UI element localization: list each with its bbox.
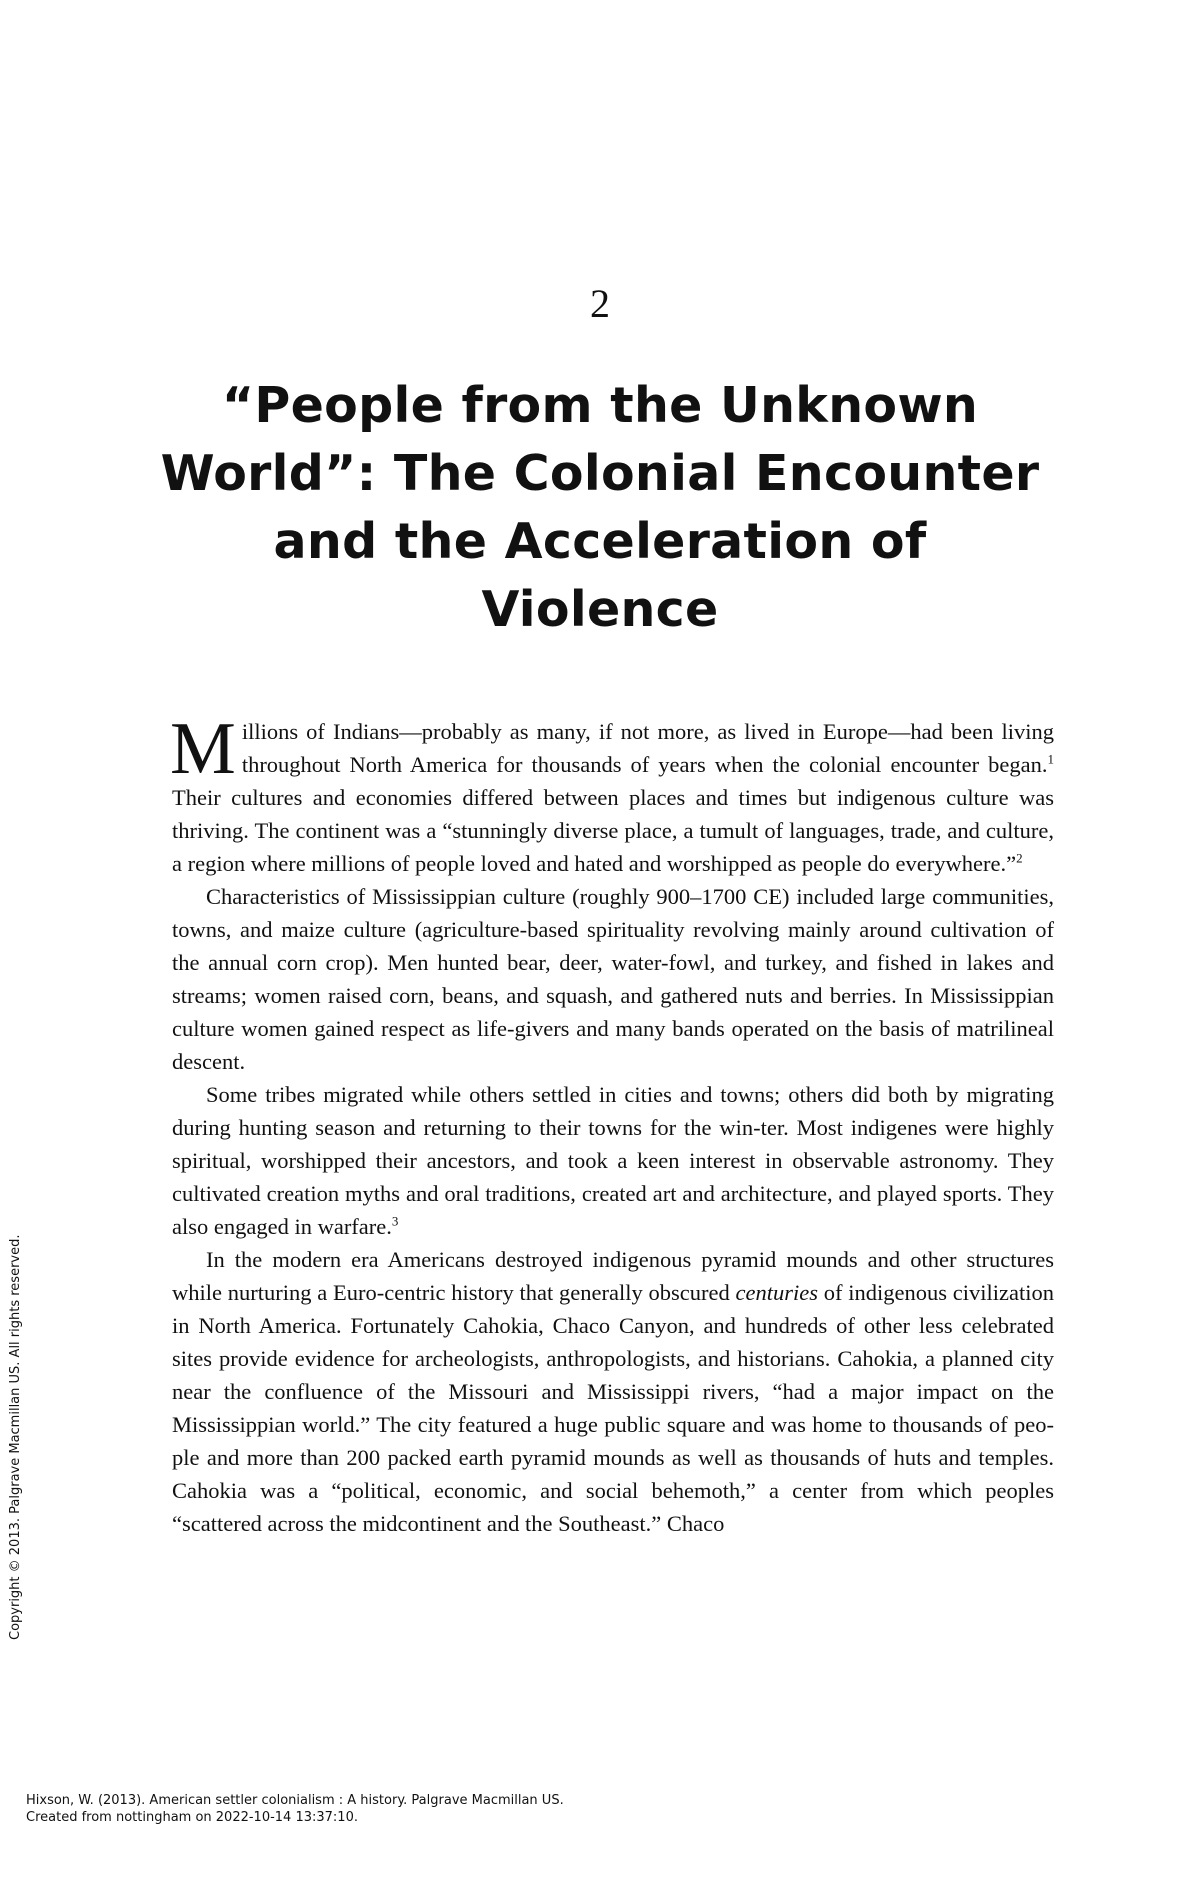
paragraph-2: Characteristics of Mississippian culture (roughly 900–1700 CE) included large communities, towns, and maize culture (agriculture-based spirituality revolving mainly around cultivation of the annual corn crop). Men hunted bear, deer, water-fowl, and turkey, and fished in lakes and streams; women raised corn, beans, and squash, and gathered nuts and berries. In Mississippian culture women gained respect as life-givers and many bands operated on the basis of matrilineal descent. bbox=[172, 884, 1054, 1074]
citation-line: Hixson, W. (2013). American settler colonialism : A history. Palgrave Macmillan US. bbox=[26, 1793, 564, 1808]
paragraph-3-text: Some tribes migrated while others settled in cities and towns; others did both by migrating during hunting season and returning to their towns for the win-ter. Most indigenes were highly spiritual, worshipped their ancestors, and took a keen interest in observable astronomy. They cultivated creation myths and oral traditions, created art and architecture, and played sports. They also engaged in warfare. bbox=[172, 1082, 1054, 1239]
paragraph-3 bbox=[172, 1078, 1054, 1243]
drop-cap: M bbox=[170, 708, 236, 790]
paragraph-1-text-b: Their cultures and economies differed between places and times but indigenous culture was thriving. The continent was a “stunningly diverse place, a tumult of languages, trade, and culture, a region where millions of people loved and hated and worshipped as people do everywhere.” bbox=[172, 785, 1054, 876]
chapter-body bbox=[170, 708, 1054, 1540]
created-line: Created from nottingham on 2022-10-14 13:37:10. bbox=[26, 1810, 358, 1825]
paragraph-1-text-a: illions of Indians—probably as many, if not more, as lived in Europe—had been living throughout North America for thousands of years when the colonial encounter began. bbox=[241, 719, 1054, 777]
paragraph-4-text-b: of indigenous civilization in North America. Fortunately Cahokia, Chaco Canyon, and hundreds of other less celebrated sites provide evidence for archeologists, anthropologists, and historians. Cahokia, a planned city near the confluence of the Missouri and Mississippi rivers, “had a major impact on the Mississippian world.” The city featured a huge public square and was home to thousands of peo-ple and more than 200 packed earth pyramid mounds as well as thousands of huts and temples. Cahokia was a “political, economic, and social behemoth,” a center from which peoples “scattered across the midcontinent and the Southeast.” Chaco bbox=[172, 1280, 1054, 1536]
chapter-title bbox=[150, 372, 1050, 644]
copyright-notice: Copyright © 2013. Palgrave Macmillan US. All rights reserved. bbox=[8, 1234, 23, 1640]
paragraph-4-text-a: In the modern era Americans destroyed indigenous pyramid mounds and other structures while nurturing a Euro-centric history that generally obscured bbox=[172, 1247, 1054, 1305]
chapter-title-line-3: and the Acceleration of Violence bbox=[273, 513, 927, 638]
chapter-title-line-1: “People from the Unknown bbox=[221, 377, 979, 434]
footnote-marker-2: 2 bbox=[1016, 850, 1023, 866]
paragraph-4 bbox=[172, 1243, 1054, 1540]
citation-footer bbox=[26, 1792, 564, 1826]
paragraph-4-emphasis: centuries bbox=[735, 1280, 818, 1305]
paragraph-1 bbox=[170, 708, 1054, 880]
chapter-title-line-2: World”: The Colonial Encounter bbox=[160, 445, 1040, 502]
footnote-marker-3: 3 bbox=[391, 1213, 399, 1229]
footnote-marker-1: 1 bbox=[1047, 751, 1054, 767]
chapter-number: 2 bbox=[590, 281, 610, 326]
